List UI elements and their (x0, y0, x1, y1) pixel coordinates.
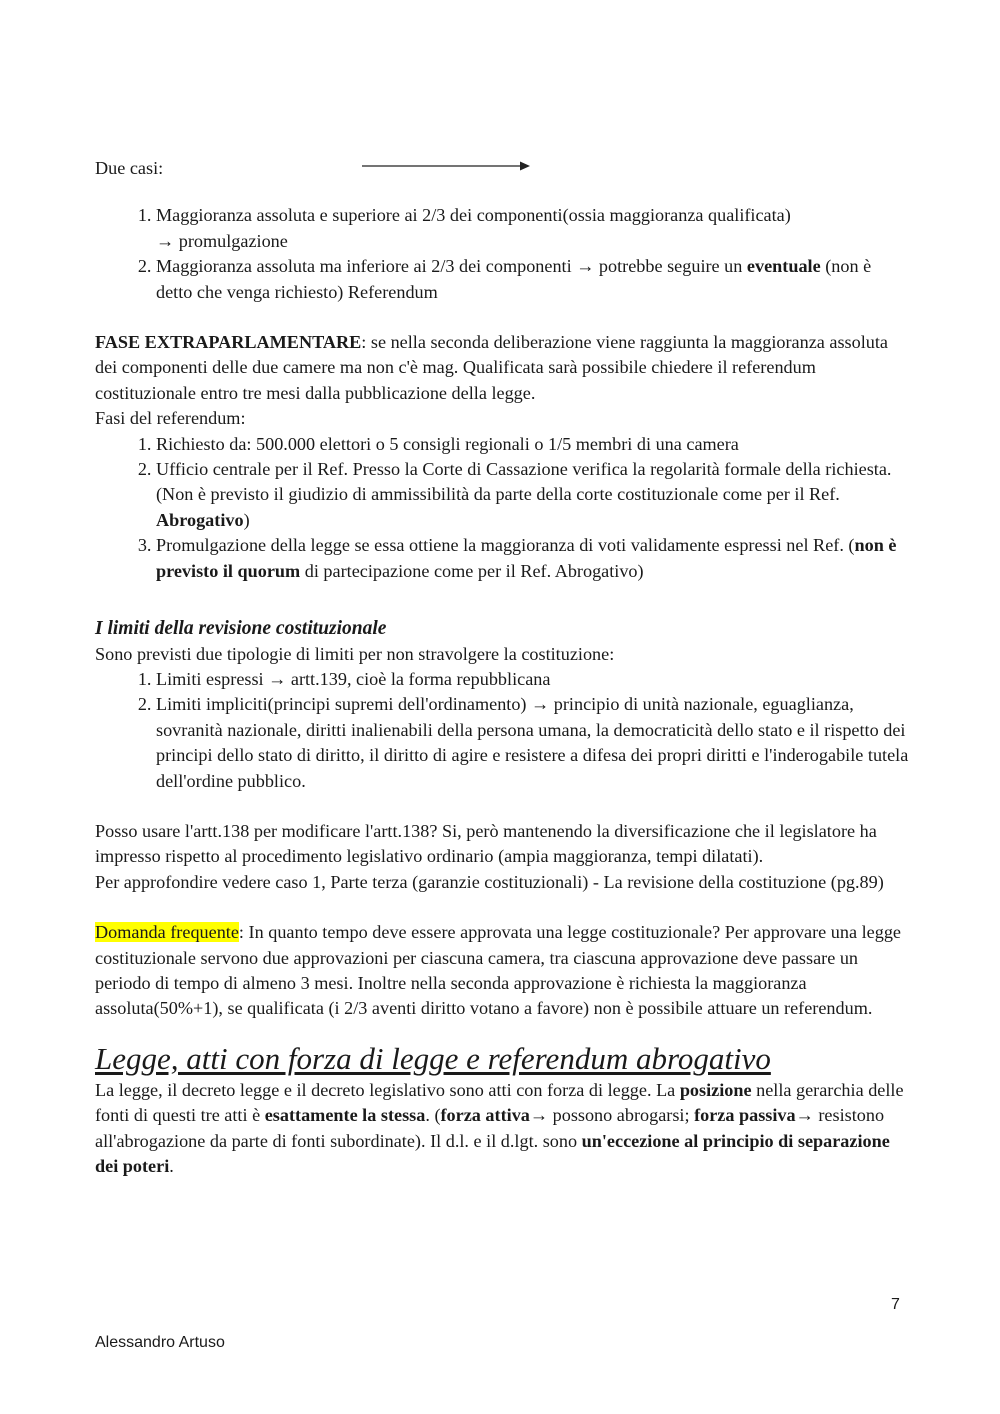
legge-paragraph (95, 1078, 910, 1180)
bold-term: eventuale (746, 256, 821, 277)
list-item (156, 692, 910, 794)
fasi-list (95, 432, 910, 584)
limiti-intro: Sono previsti due tipologie di limiti per non stravolgere la costituzione: (95, 643, 615, 664)
list-item-text: Limiti espressi → artt.139, cioè la forma repubblicana (156, 668, 551, 689)
bold-term: esattamente la stessa (264, 1105, 426, 1126)
list-item (156, 457, 910, 533)
list-item-text: Maggioranza assoluta ma inferiore ai 2/3 dei componenti → potrebbe seguire un (156, 256, 743, 277)
domanda-paragraph (95, 920, 910, 1022)
document-body (95, 156, 910, 1179)
text: . (169, 1156, 174, 1176)
list-item (156, 667, 910, 692)
text: nella gerarchia delle fonti di questi tre atti è (95, 1079, 904, 1126)
list-item-text: di partecipazione come per il Ref. Abrogativo) (300, 560, 644, 581)
approfondire-paragraph: Per approfondire vedere caso 1, Parte terza (garanzie costituzionali) - La revisione della costituzione (pg.89) (95, 871, 884, 892)
list-item-text: Ufficio centrale per il Ref. Presso la Corte di Cassazione verifica la regolarità formale della richiesta. (Non è previsto il giudizio di ammissibilità da parte della corte costituzionale come per il Ref. (156, 459, 892, 505)
limiti-list (95, 667, 910, 794)
list-item (156, 203, 910, 254)
list-item-text: Maggioranza assoluta e superiore ai 2/3 dei componenti(ossia maggioranza qualificata) (156, 205, 791, 226)
due-casi-heading: Due casi: (95, 158, 164, 178)
list-item (156, 432, 910, 457)
bold-term: forza attiva (440, 1105, 530, 1126)
page-number: 7 (891, 1296, 900, 1313)
due-casi-row (95, 156, 910, 181)
arrow-icon (362, 160, 532, 172)
list-item-text: → promulgazione (156, 230, 288, 251)
section-title: Legge, atti con forza di legge e referendum abrogativo (95, 1040, 771, 1076)
bold-term: non è previsto il quorum (156, 535, 897, 581)
list-item-text: Limiti impliciti(principi supremi dell'ordinamento) → principio di unità nazionale, eguaglianza, sovranità nazionale, diritti inalienabili della persona umana, la democraticità dello stato e il rispetto dei principi dello stato di diritto, il diritto di agire e resistere a difesa dei propri diritti e l'inderogabile tutela dell'ordine pubblico. (156, 694, 909, 791)
list-item-text: ) (243, 509, 250, 530)
text: La legge, il decreto legge e il decreto legislativo sono atti con forza di legge. La (95, 1079, 680, 1100)
highlighted-label: Domanda frequente (95, 922, 239, 943)
author-name: Alessandro Artuso (95, 1334, 225, 1351)
list-item (156, 533, 910, 584)
due-casi-list (95, 203, 910, 305)
fase-paragraph (95, 330, 910, 406)
fase-text: : se nella seconda deliberazione viene raggiunta la maggioranza assoluta dei componenti delle due camere ma non c'è mag. Qualificata sarà possibile chiedere il referendum costituzionale entro tre mesi dalla pubblicazione della legge. (95, 332, 888, 403)
text: → resistono all'abrogazione da parte di fonti subordinate). Il d.l. e il d.lgt. sono (95, 1105, 885, 1151)
bold-term: un'eccezione al principio di separazione dei poteri (95, 1130, 890, 1176)
text: . ( (425, 1105, 441, 1126)
posso-paragraph: Posso usare l'artt.138 per modificare l'artt.138? Si, però mantenendo la diversificazione che il legislatore ha impresso rispetto al procedimento legislativo ordinario (ampia maggioranza, tempi dilatati). (95, 820, 877, 867)
domanda-text: : In quanto tempo deve essere approvata una legge costituzionale? Per approvare una legge costituzionale servono due approvazioni per ciascuna camera, tra ciascuna approvazione deve passare un periodo di tempo di almeno 3 mesi. Inoltre nella seconda approvazione è richiesta la maggioranza assoluta(50%+1), se qualificata (i 2/3 aventi diritto votano a favore) non è possibile attuare un referendum. (95, 922, 901, 1019)
list-item (156, 254, 910, 305)
fasi-heading: Fasi del referendum: (95, 408, 246, 429)
bold-term: forza passiva (694, 1105, 796, 1126)
limiti-title: I limiti della revisione costituzionale (95, 618, 387, 640)
fase-label: FASE EXTRAPARLAMENTARE (95, 332, 362, 353)
text: → possono abrogarsi; (529, 1105, 695, 1126)
bold-term: posizione (679, 1079, 752, 1100)
list-item-text: Promulgazione della legge se essa ottiene la maggioranza di voti validamente espressi nel Ref. ( (156, 535, 855, 556)
list-item-text: Richiesto da: 500.000 elettori o 5 consigli regionali o 1/5 membri di una camera (156, 433, 739, 454)
bold-term: Abrogativo (156, 509, 244, 530)
list-item-text: (non è detto che venga richiesto) Referendum (156, 256, 872, 302)
